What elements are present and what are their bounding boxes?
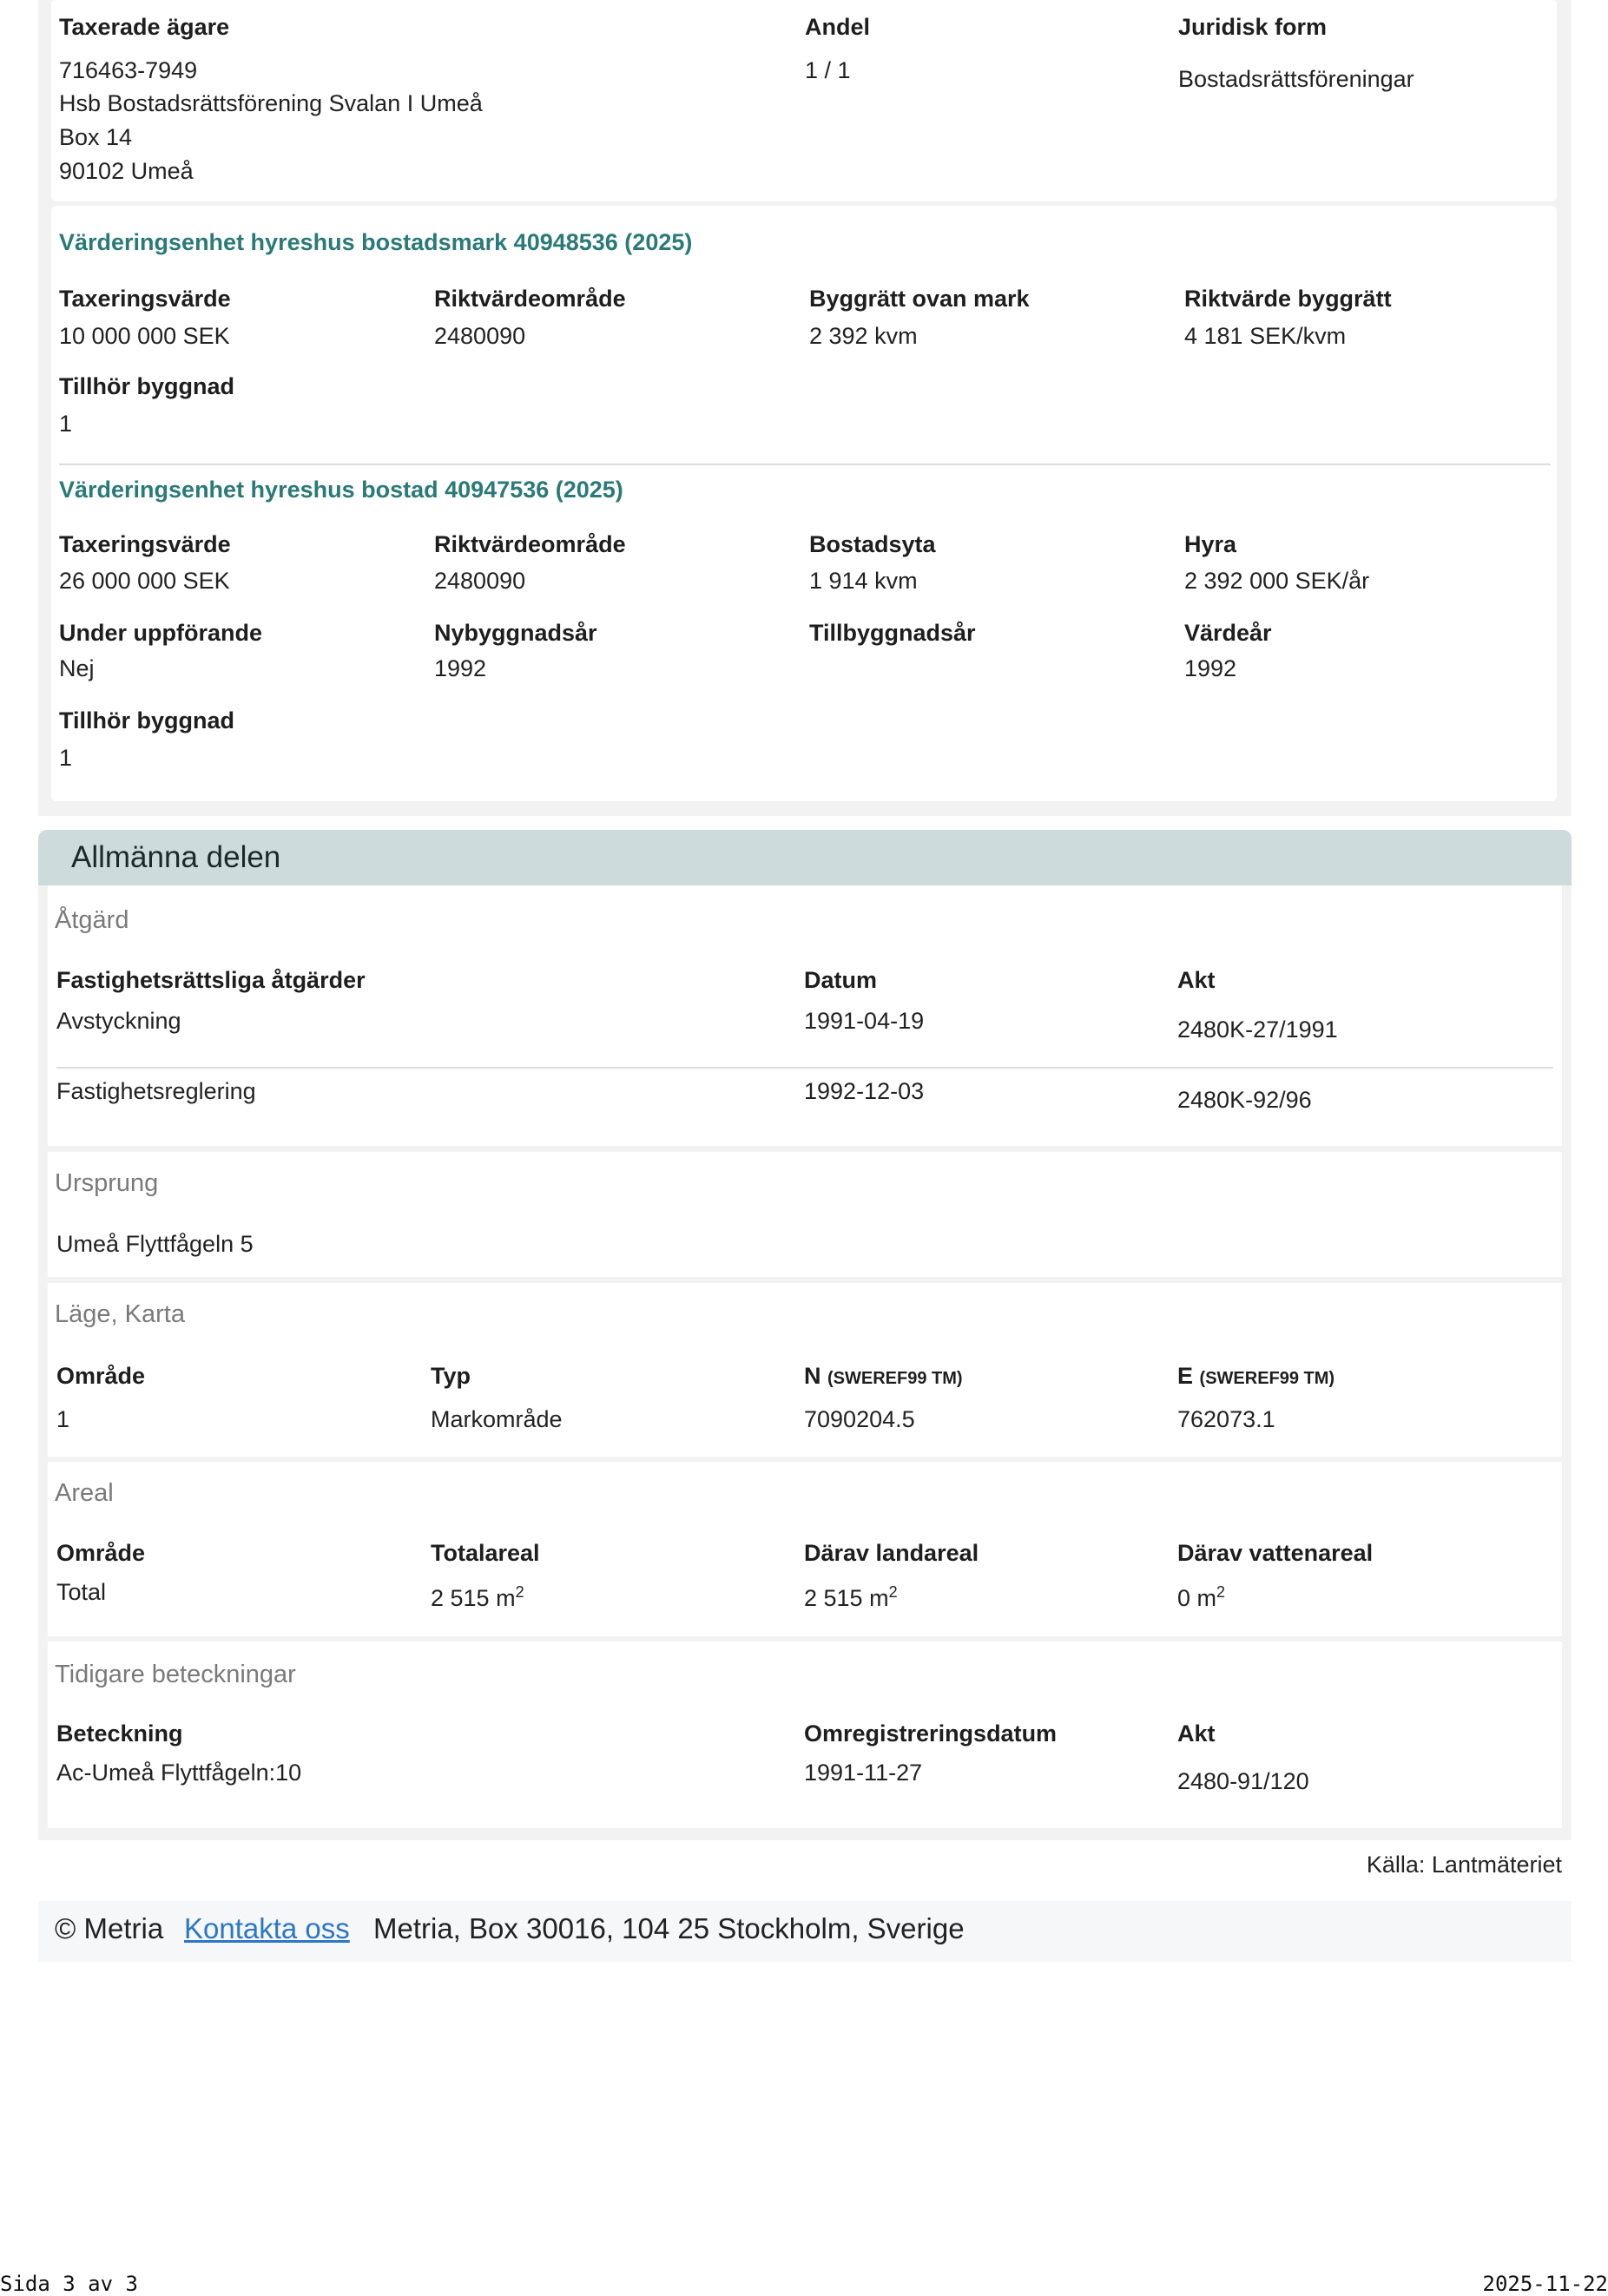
area-panel xyxy=(48,1462,1562,1636)
type-col-header: Typ xyxy=(431,1363,471,1389)
belongs-to-building-label: Tillhör byggnad xyxy=(59,373,234,399)
source-note: Källa: Lantmäteriet xyxy=(1366,1852,1562,1878)
share-value: 1 / 1 xyxy=(805,57,851,83)
act-value: 2480-91/120 xyxy=(1177,1768,1309,1794)
east-col-header xyxy=(1177,1363,1335,1390)
act-col-header: Akt xyxy=(1177,967,1216,993)
north-label: N xyxy=(804,1363,821,1389)
living-area-label: Bostadsyta xyxy=(809,531,936,557)
previous-designations-title: Tidigare beteckningar xyxy=(55,1661,296,1688)
reference-area-label: Riktvärdeområde xyxy=(434,531,626,557)
contact-link[interactable]: Kontakta oss xyxy=(184,1912,350,1944)
owner-name: Hsb Bostadsrättsförening Svalan I Umeå xyxy=(59,90,483,116)
page-footer xyxy=(38,1901,1572,1962)
valuation-unit-title: Värderingsenhet hyreshus bostadsmark 40948536 (2025) xyxy=(59,229,693,255)
east-label: E xyxy=(1177,1363,1194,1389)
measure-name: Fastighetsreglering xyxy=(56,1078,256,1104)
measure-name: Avstyckning xyxy=(56,1008,181,1034)
owner-section xyxy=(51,0,1557,201)
building-right-label: Byggrätt ovan mark xyxy=(809,286,1030,312)
measures-col-header: Fastighetsrättsliga åtgärder xyxy=(56,967,366,993)
section-title: Allmänna delen xyxy=(71,840,281,874)
owner-address-line1: Box 14 xyxy=(59,124,133,150)
general-section xyxy=(38,885,1572,1840)
origin-title: Ursprung xyxy=(55,1169,159,1197)
section-header-general xyxy=(38,830,1572,885)
area-col-header: Område xyxy=(56,1540,146,1566)
owner-label: Taxerade ägare xyxy=(59,14,230,40)
share-label: Andel xyxy=(805,14,871,40)
north-value: 7090204.5 xyxy=(804,1406,915,1432)
footer-address: Metria, Box 30016, 104 25 Stockholm, Sverige xyxy=(373,1912,965,1944)
reregistration-date-value: 1991-11-27 xyxy=(804,1760,923,1786)
rent-label: Hyra xyxy=(1184,531,1237,557)
taxation-value: 26 000 000 SEK xyxy=(59,568,230,594)
origin-panel xyxy=(48,1152,1562,1277)
measure-date: 1991-04-19 xyxy=(804,1008,925,1034)
taxation-value-label: Taxeringsvärde xyxy=(59,286,231,312)
crs-label: (SWEREF99 TM) xyxy=(1199,1369,1335,1388)
valuation-units xyxy=(51,206,1557,801)
building-right-value: 2 392 kvm xyxy=(809,323,918,349)
taxation-value: 10 000 000 SEK xyxy=(59,323,230,349)
divider xyxy=(59,464,1551,465)
rent-value: 2 392 000 SEK/år xyxy=(1184,568,1370,594)
type-value: Markområde xyxy=(431,1406,563,1432)
date-col-header: Datum xyxy=(804,967,878,993)
value-year-value: 1992 xyxy=(1184,655,1237,681)
divider xyxy=(56,1067,1553,1069)
legal-form-label: Juridisk form xyxy=(1178,14,1328,40)
land-area-col-header: Därav landareal xyxy=(804,1540,979,1566)
location-panel xyxy=(48,1283,1562,1457)
crs-label: (SWEREF99 TM) xyxy=(827,1369,963,1388)
designation-value: Ac-Umeå Flyttfågeln:10 xyxy=(56,1760,302,1786)
reference-value-label: Riktvärde byggrätt xyxy=(1184,286,1392,312)
location-title: Läge, Karta xyxy=(55,1300,185,1328)
previous-designations-panel xyxy=(48,1641,1562,1828)
total-area-value: 2 515 $m^2$ xyxy=(431,1583,524,1611)
page-number: Sida 3 av 3 xyxy=(0,2272,138,2296)
reference-area-label: Riktvärdeområde xyxy=(434,286,626,312)
designation-col-header: Beteckning xyxy=(56,1720,183,1747)
owner-org-nr: 716463-7949 xyxy=(59,57,198,83)
print-date: 2025-11-22 xyxy=(1482,2272,1608,2296)
taxation-value-label: Taxeringsvärde xyxy=(59,531,231,557)
reference-area-value: 2480090 xyxy=(434,568,526,594)
origin-value: Umeå Flyttfågeln 5 xyxy=(56,1231,254,1257)
living-area-value: 1 914 kvm xyxy=(809,568,918,594)
belongs-to-building-value: 1 xyxy=(59,745,73,771)
measures-panel xyxy=(48,885,1562,1146)
north-col-header xyxy=(804,1363,963,1390)
act-col-header: Akt xyxy=(1177,1720,1216,1747)
reference-value: 4 181 SEK/kvm xyxy=(1184,323,1347,349)
extension-year-label: Tillbyggnadsår xyxy=(809,620,976,646)
area-title: Areal xyxy=(55,1479,114,1507)
taxation-card xyxy=(38,0,1572,816)
legal-form-value: Bostadsrättsföreningar xyxy=(1178,66,1414,92)
value-year-label: Värdeår xyxy=(1184,620,1272,646)
water-area-col-header: Därav vattenareal xyxy=(1177,1540,1374,1566)
new-build-year-value: 1992 xyxy=(434,655,487,681)
total-area-col-header: Totalareal xyxy=(431,1540,540,1566)
belongs-to-building-label: Tillhör byggnad xyxy=(59,707,234,734)
belongs-to-building-value: 1 xyxy=(59,411,73,437)
copyright: © Metria xyxy=(55,1912,164,1944)
owner-address-line2: 90102 Umeå xyxy=(59,158,194,184)
measure-act: 2480K-27/1991 xyxy=(1177,1016,1338,1043)
land-area-value: 2 515 $m^2$ xyxy=(804,1583,898,1611)
measures-title: Åtgärd xyxy=(55,906,129,934)
measure-date: 1992-12-03 xyxy=(804,1078,925,1104)
east-value: 762073.1 xyxy=(1177,1406,1275,1432)
area-value: 1 xyxy=(56,1406,70,1432)
new-build-year-label: Nybyggnadsår xyxy=(434,620,597,646)
water-area-value: 0 $m^2$ xyxy=(1177,1583,1226,1611)
valuation-unit-title: Värderingsenhet hyreshus bostad 40947536 (2025) xyxy=(59,477,623,503)
under-construction-value: Nej xyxy=(59,655,95,681)
area-row-name: Total xyxy=(56,1579,107,1605)
reregistration-date-col-header: Omregistreringsdatum xyxy=(804,1720,1058,1747)
area-col-header: Område xyxy=(56,1363,146,1389)
under-construction-label: Under uppförande xyxy=(59,620,262,646)
reference-area-value: 2480090 xyxy=(434,323,526,349)
measure-act: 2480K-92/96 xyxy=(1177,1087,1312,1113)
